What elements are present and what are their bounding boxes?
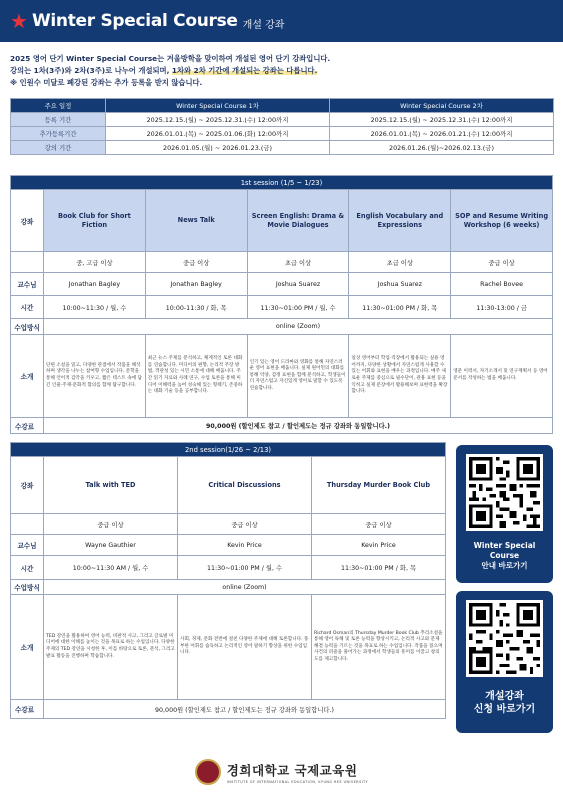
intro-text xyxy=(10,53,553,89)
qr1-caption-2: Course xyxy=(489,551,520,560)
course-method: online (Zoom) xyxy=(44,580,446,595)
course-level: 초급 이상 xyxy=(349,252,451,273)
course-name: English Vocabulary and Expressions xyxy=(349,190,451,252)
course-level: 중급 이상 xyxy=(451,252,553,273)
course-time: 11:30-13:00 / 금 xyxy=(451,296,553,319)
course-time: 10:00~11:30 / 월, 수 xyxy=(44,296,146,319)
course-teacher: Kevin Price xyxy=(312,535,446,556)
course-level: 중급 이상 xyxy=(178,514,312,535)
university-emblem-icon xyxy=(195,759,221,785)
intro-line-2a: 강의는 1차(3주)와 2차(3주)로 나누어 개설되며, xyxy=(10,66,172,75)
course-fee: 90,000원 (할인제도 참고 / 할인제도는 정규 강좌와 동일합니다.) xyxy=(44,418,553,434)
schedule-cell: 2026.01.01.(목) ~ 2025.01.06.(화) 12:00까지 xyxy=(106,127,330,141)
course-fee: 90,000원 (할인제도 참고 / 할인제도는 정규 강좌와 동일합니다.) xyxy=(44,700,446,719)
schedule-row-label: 등록 기간 xyxy=(11,113,106,127)
course-teacher: Joshua Suarez xyxy=(247,273,349,296)
course-level: 중급 이상 xyxy=(145,252,247,273)
course-level: 중급 이상 xyxy=(312,514,446,535)
course-teacher: Kevin Price xyxy=(178,535,312,556)
row-label-course: 강좌 xyxy=(11,190,44,252)
page-subtitle: 개설 강좌 xyxy=(242,20,285,31)
row-label-fee: 수강료 xyxy=(11,418,44,434)
course-name: Critical Discussions xyxy=(178,457,312,514)
schedule-row-label: 강의 기간 xyxy=(11,141,106,155)
course-level: 중, 고급 이상 xyxy=(44,252,146,273)
row-label-course: 강좌 xyxy=(11,457,44,514)
institute-name: 경희대학교 국제교육원 xyxy=(226,762,358,778)
course-description: 사회, 경제, 문화 전반에 걸친 다양한 주제에 대해 토론합니다. 풍부한 어휘를 습득하고 논리적인 영어 말하기 향상을 위한 수업입니다. xyxy=(178,595,312,700)
course-teacher: Joshua Suarez xyxy=(349,273,451,296)
qr-link-course-apply[interactable] xyxy=(456,591,553,733)
qr1-caption-1: Winter Special xyxy=(473,541,536,550)
intro-line-2b-highlight: 1차와 2차 기간에 개설되는 강좌는 다릅니다. xyxy=(171,66,318,75)
qr-code-icon xyxy=(466,600,543,677)
course-description: Richard Osman의 Thursday Murder Book Club 추리소설을 통해 영어 독해 및 토론 능력을 향상시키고, 논리적 사고와 문제 해결 능력을 기르는 것을 목표로 하는 수업입니다. 작품을 읽으며 사건의 퍼즐을 풀어가는 과정에서 학생들의 흥미를 이끌고 창의도를 제고합니다. xyxy=(312,595,446,700)
row-label-intro: 소개 xyxy=(11,335,44,418)
row-label-time: 시간 xyxy=(11,556,44,580)
intro-line-3: ※ 인원수 미달로 폐강된 강좌는 추가 등록을 받지 않습니다. xyxy=(10,78,203,87)
course-teacher: Rachel Bovee xyxy=(451,273,553,296)
row-label-time: 시간 xyxy=(11,296,44,319)
row-label-fee: 수강료 xyxy=(11,700,44,719)
schedule-row xyxy=(11,141,554,155)
course-name: News Talk xyxy=(145,190,247,252)
row-label-teacher: 교수님 xyxy=(11,273,44,296)
schedule-cell: 2026.01.01.(목) ~ 2026.01.21.(수) 12:00까지 xyxy=(330,127,554,141)
course-description: 단편 소설을 읽고, 다양한 관점에서 작품을 해석하며 생각을 나누는 참여형 수업입니다. 문학을 통해 언어적 감각을 키우고, 짧은 텍스트 속에 담긴 인물·주제·문화적 함의를 함께 탐구합니다. xyxy=(44,335,146,418)
row-label-teacher: 교수님 xyxy=(11,535,44,556)
qr2-caption-2: 신청 바로가기 xyxy=(473,704,536,715)
intro-line-2 xyxy=(10,65,553,77)
qr-code-icon xyxy=(466,454,543,531)
course-name: Book Club for Short Fiction xyxy=(44,190,146,252)
course-level: 초급 이상 xyxy=(247,252,349,273)
course-name: Screen English: Drama & Movie Dialogues xyxy=(247,190,349,252)
schedule-row-label: 추가등록기간 xyxy=(11,127,106,141)
course-time: 10:00~11:30 AM / 월, 수 xyxy=(44,556,178,580)
row-label-level xyxy=(11,252,44,273)
row-label-method: 수업방식 xyxy=(11,319,44,335)
course-name: Thursday Murder Book Club xyxy=(312,457,446,514)
course-time: 10:00-11:30 / 화, 목 xyxy=(145,296,247,319)
course-time: 11:30~01:00 PM / 화, 목 xyxy=(349,296,451,319)
course-teacher: Wayne Gauthier xyxy=(44,535,178,556)
schedule-row xyxy=(11,113,554,127)
course-level: 중급 이상 xyxy=(44,514,178,535)
institute-name-english: INSTITUTE OF INTERNATIONAL EDUCATION, KYUNG HEE UNIVERSITY xyxy=(226,779,369,784)
row-label-intro: 소개 xyxy=(11,595,44,700)
footer-text xyxy=(227,761,368,784)
session-1-band: 1st session (1/5 ~ 1/23) xyxy=(11,176,553,190)
schedule-header-1: Winter Special Course 1차 xyxy=(106,99,330,113)
session-2-band: 2nd session(1/26 ~ 2/13) xyxy=(11,443,446,457)
course-teacher: Jonathan Bagley xyxy=(44,273,146,296)
schedule-cell: 2026.01.26.(월)~2026.02.13.(금) xyxy=(330,141,554,155)
row-label-method: 수업방식 xyxy=(11,580,44,595)
schedule-cell: 2025.12.15.(월) ~ 2025.12.31.(수) 12:00까지 xyxy=(330,113,554,127)
schedule-cell: 2026.01.05.(월) ~ 2026.01.23.(금) xyxy=(106,141,330,155)
schedule-header-0: 주요 일정 xyxy=(11,99,106,113)
course-description: 영문 이력서, 자기소개서 및 연구계획서 등 영어 문서를 작성하는 법을 배웁니다. xyxy=(451,335,553,418)
session-2-table xyxy=(10,442,446,719)
course-description: 일상 영어부터 학업·직장에서 활용되는 실용 영어까지, 다양한 상황에서 자연스럽게 사용할 수 있는 어휘와 표현을 배우는 과정입니다. 매주 새로운 주제를 중심으로 필수단어, 관용 표현 등을 익히고 실제 문장에서 활용해보며 표현력을 확장합니다. xyxy=(349,335,451,418)
schedule-row xyxy=(11,127,554,141)
schedule-cell: 2025.12.15.(월) ~ 2025.12.31.(수) 12:00까지 xyxy=(106,113,330,127)
schedule-table xyxy=(10,98,553,155)
course-description: 최근 뉴스 주제를 분석하고, 체계적인 토론 대화를 연습합니다. 미디어의 편향, 논리적 주장 방법, 객관성 있는 시민 소통에 대해 배웁니다. 주간 읽기 자료와 사례 연구, 수업 토론을 통해 미디어 이해력을 높여 성숙해 있는 형태기, 존중하는 대화 기술 등을 공부합니다. xyxy=(145,335,247,418)
course-description: TED 강연을 활용하여 영어 능력, 비판적 사고, 그리고 글로벌 미디어에 대한 이해를 높이는 것을 목표로 하는 수업입니다. 다양한 주제의 TED 강연을 시청한 후, 이를 바탕으로 토론, 분석, 그리고 발표 활동을 진행하며 학습합니다. xyxy=(44,595,178,700)
qr1-caption-3: 안내 바로가기 xyxy=(481,561,528,570)
course-time: 11:30~01:00 PM / 월, 수 xyxy=(247,296,349,319)
course-name: Talk with TED xyxy=(44,457,178,514)
intro-line-1: 2025 영어 단기 Winter Special Course는 겨울방학을 맞이하여 개설된 영어 단기 강좌입니다. xyxy=(10,54,331,63)
course-time: 11:30~01:00 PM / 화, 목 xyxy=(312,556,446,580)
qr-caption-course-apply xyxy=(456,690,553,716)
page-title: Winter Special Course xyxy=(31,11,238,31)
page-header xyxy=(0,0,563,42)
footer xyxy=(0,751,563,793)
qr-link-course-info[interactable] xyxy=(456,445,553,583)
session-1-table xyxy=(10,175,553,434)
course-method: online (Zoom) xyxy=(44,319,553,335)
course-name: SOP and Resume Writing Workshop (6 weeks) xyxy=(451,190,553,252)
star-icon: ★ xyxy=(10,9,28,33)
course-time: 11:30~01:00 PM / 월, 수 xyxy=(178,556,312,580)
qr-caption-course-info xyxy=(456,541,553,571)
course-teacher: Jonathan Bagley xyxy=(145,273,247,296)
qr2-caption-1: 개설강좌 xyxy=(485,691,524,702)
schedule-header-2: Winter Special Course 2차 xyxy=(330,99,554,113)
row-label-level xyxy=(11,514,44,535)
course-description: 인기 있는 영어 드라마와 영화를 통해 자연스러운 영어 표현을 배웁니다. 실제 원어민의 대화를 통해 억양, 감정 표현을 함께 분석하고, 학생들이 더 자연스럽고 자신있게 영어로 말할 수 있도록 연습합니다. xyxy=(247,335,349,418)
